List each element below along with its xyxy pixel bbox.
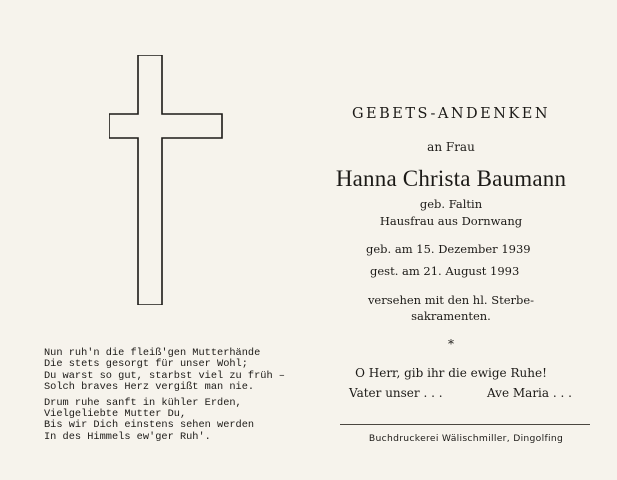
death-date: gest. am 21. August 1993 — [370, 264, 520, 278]
poem-line: Solch braves Herz vergißt man nie. — [44, 381, 255, 394]
birth-date: geb. am 15. Dezember 1939 — [366, 242, 531, 256]
prayer-line: O Herr, gib ihr die ewige Ruhe! — [355, 366, 547, 380]
occupation: Hausfrau aus Dornwang — [379, 214, 523, 228]
sacraments-line-2: sakramenten. — [411, 309, 491, 323]
poem-stanza-2 — [44, 398, 304, 444]
poem-line: Drum ruhe sanft in kühler Erden, — [44, 396, 242, 409]
divider — [340, 424, 590, 425]
vater-unser: Vater unser . . . — [349, 386, 443, 400]
poem-line: Bis wir Dich einstens sehen werden — [44, 419, 255, 432]
cross-icon — [109, 55, 229, 305]
deceased-name: Hanna Christa Baumann — [335, 166, 567, 191]
star-divider: * — [448, 337, 454, 351]
card-header: GEBETS-ANDENKEN — [351, 106, 551, 122]
printer-credit: Buchdruckerei Wälischmiller, Dingolfing — [368, 433, 564, 444]
poem-line: Du warst so gut, starbst viel zu früh – — [44, 369, 285, 382]
poem — [44, 348, 304, 447]
ave-maria: Ave Maria . . . — [487, 386, 572, 400]
poem-line: Vielgeliebte Mutter Du, — [44, 408, 187, 421]
poem-line: Die stets gesorgt für unser Wohl; — [44, 358, 248, 371]
poem-line: In des Himmels ew'ger Ruh'. — [44, 430, 211, 443]
maiden-name: geb. Faltin — [419, 197, 483, 211]
salutation: an Frau — [427, 140, 475, 154]
poem-line: Nun ruh'n die fleiß'gen Mutterhände — [44, 347, 261, 359]
poem-stanza-1 — [44, 348, 304, 394]
sacraments-line-1: versehen mit den hl. Sterbe- — [367, 293, 535, 307]
